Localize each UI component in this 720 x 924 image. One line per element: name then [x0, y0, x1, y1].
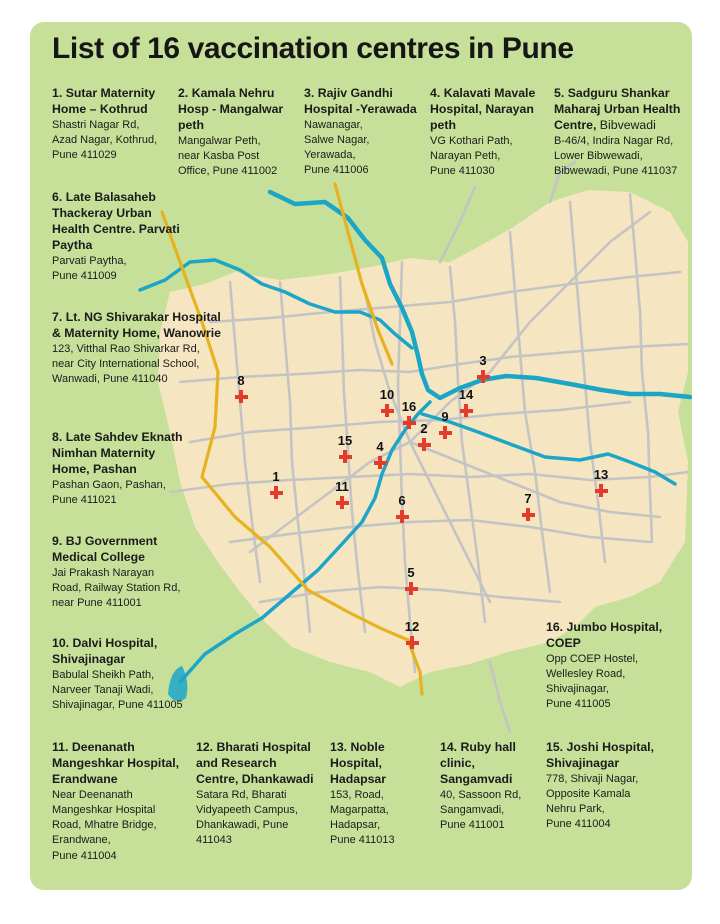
- red-cross-icon: [477, 370, 490, 383]
- centre-entry-4: [430, 86, 548, 179]
- marker-number: 7: [524, 491, 532, 506]
- centre-name: Late Balasaheb Thackeray Urban Health Centre. Parvati Paytha: [52, 190, 180, 252]
- marker-number: 13: [593, 467, 609, 482]
- map-marker-15[interactable]: [330, 434, 360, 463]
- centre-name: Dalvi Hospital, Shivajinagar: [52, 636, 158, 666]
- centre-name: Noble Hospital, Hadapsar: [330, 740, 387, 786]
- centre-address: Babulal Sheikh Path, Narveer Tanaji Wadi, Shivajinagar, Pune 411005: [52, 668, 183, 712]
- centre-entry-2: [178, 86, 296, 179]
- infographic-card: [30, 22, 692, 890]
- centre-number: 7.: [52, 310, 63, 324]
- marker-number: 16: [401, 399, 417, 414]
- centre-number: 3.: [304, 86, 315, 100]
- centre-entry-6: [52, 190, 192, 284]
- map-marker-3[interactable]: [468, 354, 498, 383]
- centre-address: Near Deenanath Mangeshkar Hospital Road, Mhatre Bridge, Erandwane, Pune 411004: [52, 788, 157, 862]
- centre-name: Ruby hall clinic, Sangamvadi: [440, 740, 516, 786]
- centre-number: 6.: [52, 190, 63, 204]
- centre-address: Pashan Gaon, Pashan, Pune 411021: [52, 478, 166, 507]
- marker-number: 4: [376, 439, 384, 454]
- centre-name: Late Sahdev Eknath Nimhan Maternity Home, Pashan: [52, 430, 183, 476]
- centre-number: 8.: [52, 430, 63, 444]
- red-cross-icon: [405, 582, 418, 595]
- centre-entry-10: [52, 636, 202, 713]
- red-cross-icon: [339, 450, 352, 463]
- centre-number: 4.: [430, 86, 441, 100]
- centre-locality: Bibvewadi: [596, 117, 656, 132]
- centre-entry-14: [440, 740, 540, 833]
- map-marker-8[interactable]: [226, 374, 256, 403]
- centre-entry-1: [52, 86, 170, 163]
- centre-address: Mangalwar Peth, near Kasba Post Office, Pune 411002: [178, 134, 278, 178]
- marker-number: 3: [479, 353, 487, 368]
- centre-address: 153, Road, Magarpatta, Hadapsar, Pune 411013: [330, 788, 395, 847]
- centre-name: Kalavati Mavale Hospital, Narayan peth: [430, 86, 536, 132]
- red-cross-icon: [381, 404, 394, 417]
- centre-address: Opp COEP Hostel, Wellesley Road, Shivajinagar, Pune 411005: [546, 652, 639, 711]
- red-cross-icon: [374, 456, 387, 469]
- centre-name: Sadguru Shankar Maharaj Urban Health Centre,: [554, 86, 681, 132]
- centre-address: Nawanagar, Salwe Nagar, Yerawada, Pune 411006: [304, 118, 370, 177]
- map-marker-6[interactable]: [387, 494, 417, 523]
- centre-name: Sutar Maternity Home – Kothrud: [52, 86, 156, 116]
- centre-number: 11.: [52, 740, 69, 754]
- centre-address: Parvati Paytha, Pune 411009: [52, 254, 127, 283]
- centre-address: B-46/4, Indira Nagar Rd, Lower Bibwewadi, Bibwewadi, Pune 411037: [554, 134, 678, 178]
- centre-entry-12: [196, 740, 320, 849]
- centre-name: BJ Government Medical College: [52, 534, 158, 564]
- centre-number: 12.: [196, 740, 214, 754]
- red-cross-icon: [396, 510, 409, 523]
- red-cross-icon: [418, 438, 431, 451]
- centre-entry-5: [554, 86, 690, 179]
- marker-number: 12: [404, 619, 420, 634]
- marker-number: 10: [379, 387, 395, 402]
- centre-address: Jai Prakash Narayan Road, Railway Station Rd, near Pune 411001: [52, 566, 181, 610]
- centre-entry-11: [52, 740, 182, 864]
- centre-entry-8: [52, 430, 196, 508]
- centre-name: Deenanath Mangeshkar Hospital, Erandwane: [52, 740, 180, 786]
- red-cross-icon: [336, 496, 349, 509]
- centre-entry-3: [304, 86, 422, 179]
- marker-number: 6: [398, 493, 406, 508]
- centre-address: Satara Rd, Bharati Vidyapeeth Campus, Dhankawadi, Pune 411043: [196, 788, 298, 847]
- marker-number: 8: [237, 373, 245, 388]
- red-cross-icon: [235, 390, 248, 403]
- page-title: List of 16 vaccination centres in Pune: [52, 32, 574, 65]
- map-marker-11[interactable]: [327, 480, 357, 509]
- centre-number: 5.: [554, 86, 565, 100]
- red-cross-icon: [270, 486, 283, 499]
- centre-number: 2.: [178, 86, 189, 100]
- centre-name: Jumbo Hospital, COEP: [546, 620, 663, 650]
- centre-number: 16.: [546, 620, 564, 634]
- red-cross-icon: [403, 416, 416, 429]
- map-marker-7[interactable]: [513, 492, 543, 521]
- centre-name: Bharati Hospital and Research Centre, Dhankawadi: [196, 740, 314, 786]
- marker-number: 11: [335, 479, 349, 494]
- marker-number: 9: [441, 409, 449, 424]
- marker-number: 5: [407, 565, 415, 580]
- red-cross-icon: [460, 404, 473, 417]
- centre-name: Kamala Nehru Hosp - Mangalwar peth: [178, 86, 284, 132]
- centre-name: Lt. NG Shivarakar Hospital & Maternity Home, Wanowrie: [52, 310, 221, 340]
- centre-entry-15: [546, 740, 686, 833]
- map-marker-14[interactable]: [451, 388, 481, 417]
- centre-number: 14.: [440, 740, 458, 754]
- centre-name: Joshi Hospital, Shivajinagar: [546, 740, 654, 770]
- marker-number: 14: [458, 387, 474, 402]
- map-marker-13[interactable]: [586, 468, 616, 497]
- centre-number: 9.: [52, 534, 63, 548]
- centre-entry-16: [546, 620, 686, 713]
- red-cross-icon: [439, 426, 452, 439]
- map-marker-1[interactable]: [261, 470, 291, 499]
- marker-number: 1: [272, 469, 280, 484]
- centre-number: 10.: [52, 636, 70, 650]
- map-marker-5[interactable]: [396, 566, 426, 595]
- centre-address: 778, Shivaji Nagar, Opposite Kamala Nehru Park, Pune 411004: [546, 772, 639, 831]
- centre-address: Shastri Nagar Rd, Azad Nagar, Kothrud, Pune 411029: [52, 118, 158, 162]
- centre-number: 13.: [330, 740, 348, 754]
- map-marker-12[interactable]: [397, 620, 427, 649]
- centre-address: 123, Vitthal Rao Shivarkar Rd, near City International School, Wanwadi, Pune 411040: [52, 342, 200, 386]
- centre-name: Rajiv Gandhi Hospital -Yerawada: [304, 86, 417, 116]
- centre-number: 15.: [546, 740, 564, 754]
- centre-number: 1.: [52, 86, 63, 100]
- centre-entry-13: [330, 740, 430, 849]
- centre-entry-9: [52, 534, 202, 611]
- marker-number: 15: [337, 433, 353, 448]
- red-cross-icon: [522, 508, 535, 521]
- map-marker-4[interactable]: [365, 440, 395, 469]
- centre-entry-7: [52, 310, 228, 387]
- red-cross-icon: [595, 484, 608, 497]
- centre-address: VG Kothari Path, Narayan Peth, Pune 411030: [430, 134, 513, 178]
- centre-address: 40, Sassoon Rd, Sangamvadi, Pune 411001: [440, 788, 522, 832]
- map-marker-16[interactable]: [394, 400, 424, 429]
- marker-number: 2: [420, 421, 428, 436]
- red-cross-icon: [406, 636, 419, 649]
